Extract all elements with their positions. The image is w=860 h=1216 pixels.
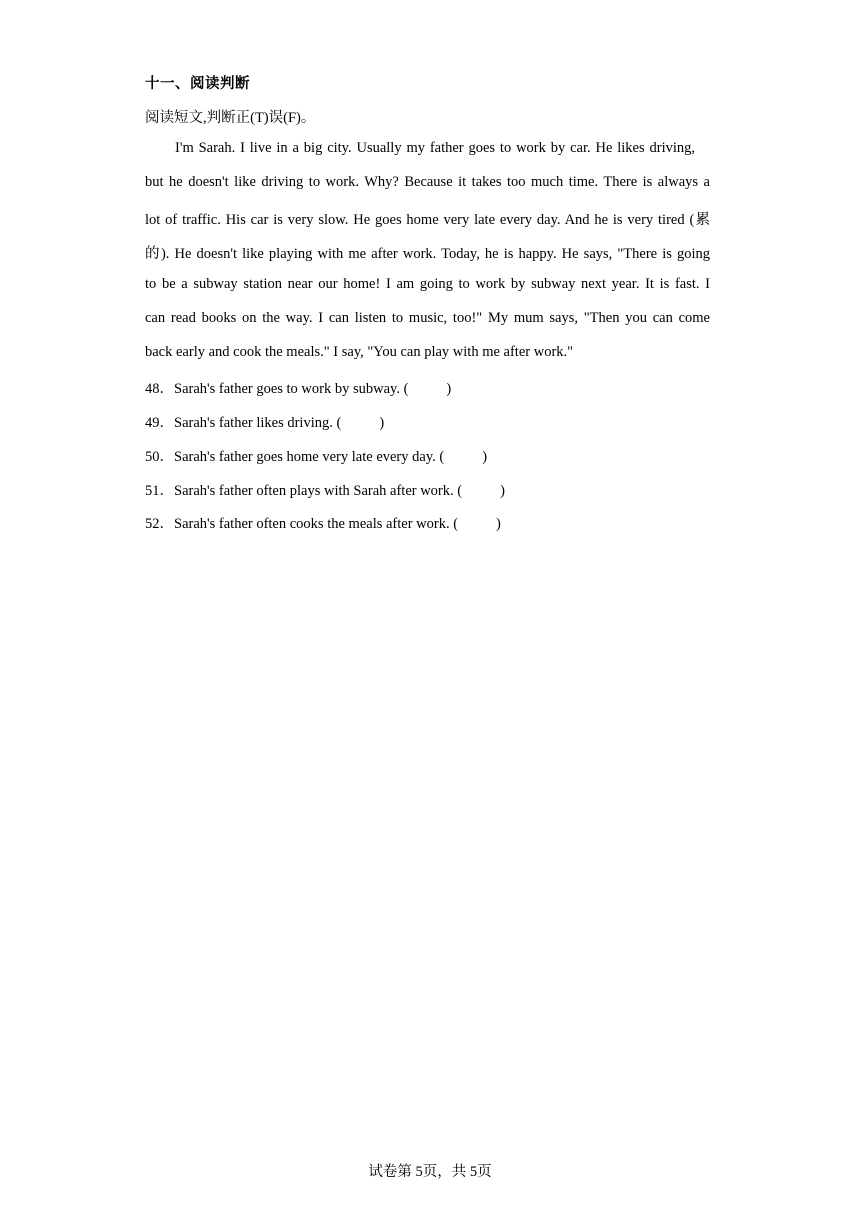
question-close: ) xyxy=(379,415,385,431)
question-number: 49． xyxy=(145,415,174,431)
question-number: 48． xyxy=(145,381,174,397)
question-item xyxy=(145,411,384,432)
question-item xyxy=(145,445,487,466)
question-text: Sarah's father often plays with Sarah after work. ( xyxy=(174,483,463,499)
passage-line: I'm Sarah. I live in a big city. Usually my father goes to work by car. He likes driving, xyxy=(175,140,695,156)
question-close: ) xyxy=(496,516,501,532)
passage-line: to be a subway station near our home! I am going to work by subway next year. It is fast. I xyxy=(145,276,710,292)
passage-line: lot of traffic. His car is very slow. He goes home very late every day. And he is very tired (累 xyxy=(145,212,710,228)
passage-line: can read books on the way. I can listen to music, too!" My mum says, "Then you can come xyxy=(145,310,710,326)
passage-line: 的). He doesn't like playing with me after work. Today, he is happy. He says, "There is going xyxy=(145,246,710,262)
question-number: 52． xyxy=(145,516,174,532)
question-item xyxy=(145,377,451,398)
question-text: Sarah's father goes home very late every day. ( xyxy=(174,449,445,465)
question-text: Sarah's father likes driving. ( xyxy=(174,415,342,431)
question-item xyxy=(145,479,505,500)
question-close: ) xyxy=(482,449,488,465)
instructions: 阅读短文,判断正(T)误(F)。 xyxy=(145,110,316,126)
passage-line: but he doesn't like driving to work. Why? Because it takes too much time. There is always a xyxy=(145,174,710,190)
question-number: 51． xyxy=(145,483,174,499)
question-item xyxy=(145,512,501,533)
question-close: ) xyxy=(500,483,505,499)
question-number: 50． xyxy=(145,449,174,465)
question-close: ) xyxy=(446,381,452,397)
passage-line: back early and cook the meals." I say, "You can play with me after work." xyxy=(145,344,574,360)
question-text: Sarah's father often cooks the meals after work. ( xyxy=(174,516,459,532)
section-heading: 十一、阅读判断 xyxy=(145,76,250,92)
question-text: Sarah's father goes to work by subway. ( xyxy=(174,381,409,397)
page-footer: 试卷第 5页，共 5页 xyxy=(368,1164,492,1180)
